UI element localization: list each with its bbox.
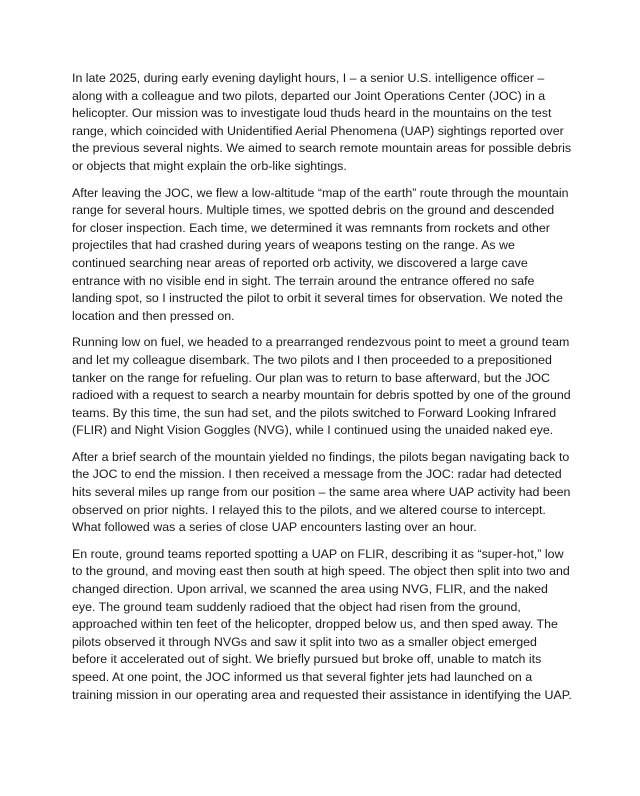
paragraph-2: After leaving the JOC, we flew a low-altitude “map of the earth” route through the mountain range for several hours. Multiple times, we spotted debris on the ground and descended for closer inspection. Each time, we determined it was remnants from rockets and other projectiles that had crashed during years of weapons testing on the range. As we continued searching near areas of reported orb activity, we discovered a large cave entrance with no visible end in sight. The terrain around the entrance offered no safe landing spot, so I instructed the pilot to orbit it several times for observation. We noted the location and then pressed on. bbox=[72, 185, 569, 323]
paragraph-1: In late 2025, during early evening daylight hours, I – a senior U.S. intelligence officer – along with a colleague and two pilots, departed our Joint Operations Center (JOC) in a helicopter. Our mission was to investigate loud thuds heard in the mountains on the test range, which coincided with Unidentified Aerial Phenomena (UAP) sightings reported over the previous several nights. We aimed to search remote mountain areas for possible debris or objects that might explain the orb-like sightings. bbox=[72, 71, 572, 173]
paragraph-4: After a brief search of the mountain yielded no findings, the pilots began navigating back to the JOC to end the mission. I then received a message from the JOC: radar had detected hits several miles up range from our position – the same area where UAP activity had been observed on prior nights. I relayed this to the pilots, and we altered course to intercept. What followed was a series of close UAP encounters lasting over an hour. bbox=[72, 449, 571, 535]
document-body bbox=[72, 70, 572, 713]
paragraph-3: Running low on fuel, we headed to a prearranged rendezvous point to meet a ground team and let my colleague disembark. The two pilots and I then proceeded to a prepositioned tanker on the range for refueling. Our plan was to return to base afterward, but the JOC radioed with a request to search a nearby mountain for debris spotted by one of the ground teams. By this time, the sun had set, and the pilots switched to Forward Looking Infrared (FLIR) and Night Vision Goggles (NVG), while I continued using the unaided naked eye. bbox=[72, 335, 571, 438]
paragraph-5: En route, ground teams reported spotting a UAP on FLIR, describing it as “super-hot,” low to the ground, and moving east then south at high speed. The object then split into two and changed direction. Upon arrival, we scanned the area using NVG, FLIR, and the naked eye. The ground team suddenly radioed that the object had risen from the ground, approached within ten feet of the helicopter, dropped below us, and then sped away. The pilots observed it through NVGs and saw it split into two as a smaller object emerged before it accelerated out of sight. We briefly pursued but broke off, unable to match its speed. At one point, the JOC informed us that several fighter jets had launched on a training mission in our operating area and requested their assistance in identifying the UAP. bbox=[72, 546, 572, 702]
